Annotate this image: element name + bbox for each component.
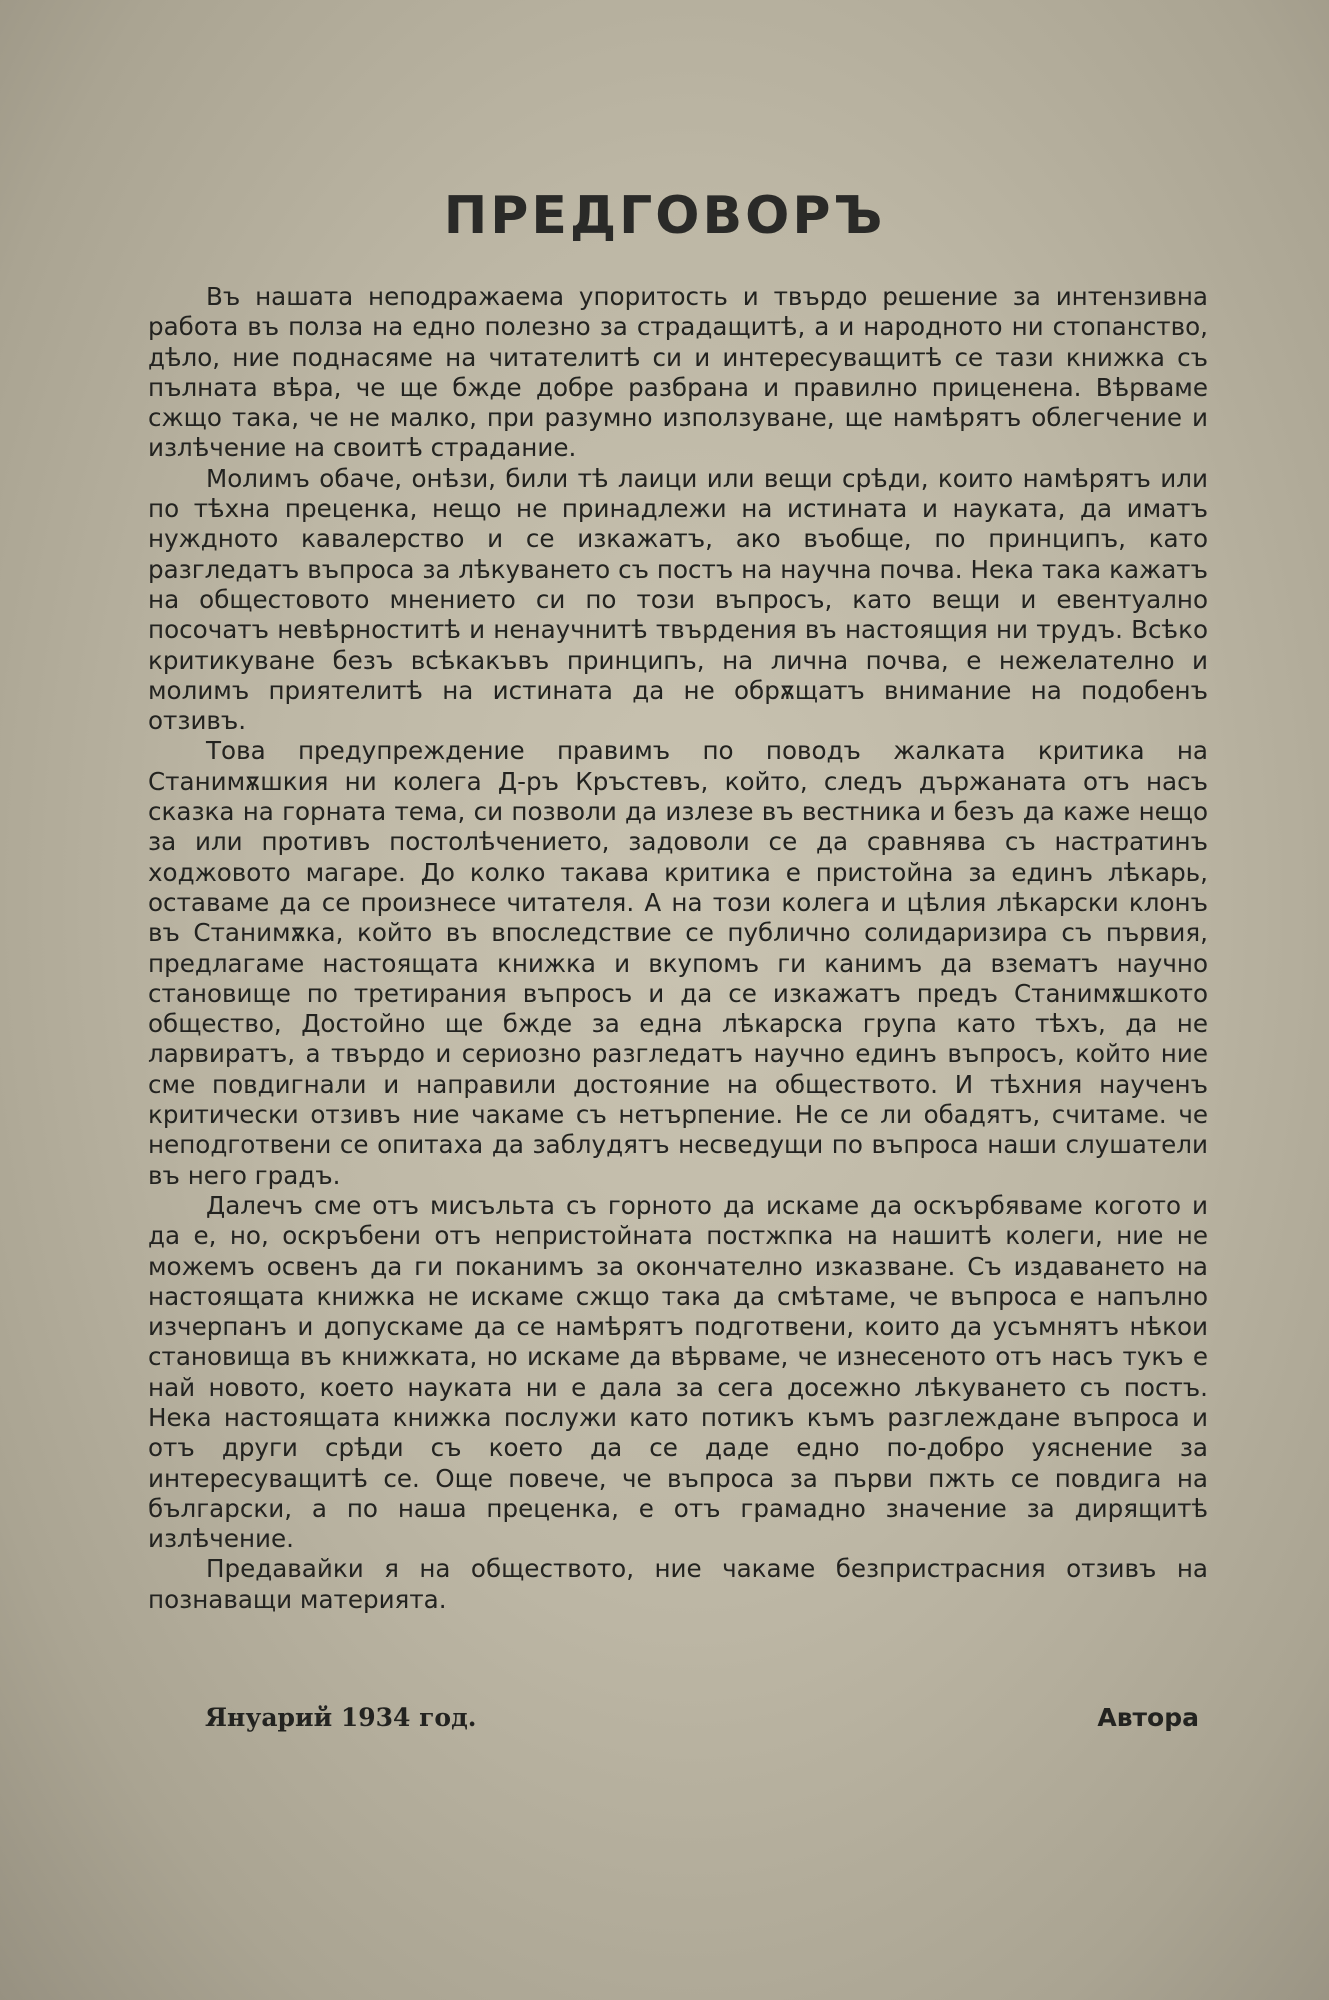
- author-signature: Автора: [1097, 1703, 1199, 1732]
- paragraph-4: Далечъ сме отъ мисъльта съ горното да искаме да оскърбяваме когото и да е, но, оскръбени отъ непристойната постжпка на нашитѣ колеги, ние не можемъ освенъ да ги поканимъ за окончателно изказване. Съ издаването на настоящата книжка не искаме сжщо така да смѣтаме, че въпроса е напълно изчерпанъ и допускаме да се намѣрятъ подготвени, които да усъмнятъ нѣкои становища въ книжката, но искаме да вѣрваме, че изнесеното отъ насъ тукъ е най новото, което науката ни е дала за сега досежно лѣкуването съ постъ. Нека настоящата книжка послужи като потикъ къмъ разглеждане въпроса и отъ други срѣди съ което да се даде едно по-добро уяснение за интересуващитѣ се. Още повече, че въпроса за първи пжть се повдига на български, а по наша преценка, е отъ грамадно значение за дирящитѣ излѣчение.: [148, 1190, 1208, 1554]
- paragraph-3: Това предупреждение правимъ по поводъ жалката критика на Станимѫшкия ни колега Д-ръ Кръстевъ, който, следъ държаната отъ насъ сказка на горната тема, си позволи да излезе въ вестника и безъ да каже нещо за или противъ постолѣчението, задоволи се да сравнява съ настратинъ ходжовото магаре. До колко такава критика е пристойна за единъ лѣкарь, оставаме да се произнесе читателя. А на този колега и цѣлия лѣкарски клонъ въ Станимѫка, който въ впоследствие се публично солидаризира съ първия, предлагаме настоящата книжка и вкупомъ ги канимъ да взематъ научно становище по третирания въпросъ и да се изкажатъ предъ Станимѫшкото общество, Достойно ще бжде за една лѣкарска група като тѣхъ, да не ларвиратъ, а твърдо и сериозно разгледатъ научно единъ въпросъ, който ние сме повдигнали и направили достояние на обществото. И тѣхния наученъ критически отзивъ ние чакаме съ нетърпение. Не се ли обадятъ, считаме. че неподготвени се опитаха да заблудятъ несведущи по въпроса наши слушатели въ него градъ.: [148, 736, 1208, 1190]
- paragraph-2: Молимъ обаче, онѣзи, били тѣ лаици или вещи срѣди, които намѣрятъ или по тѣхна преценка, нещо не принадлежи на истината и науката, да иматъ нуждното кавалерство и се изкажатъ, ако въобще, по принципъ, като разгледатъ въпроса за лѣкуването съ постъ на научна почва. Нека така кажатъ на общестовото мнението си по този въпросъ, като вещи и евентуално посочатъ невѣрноститѣ и ненаучнитѣ твърдения въ настоящия ни трудъ. Всѣко критикуване безъ всѣкакъвъ принципъ, на лична почва, е нежелателно и молимъ приятелитѣ на истината да не обрѫщатъ внимание на подобенъ отзивъ.: [148, 463, 1208, 736]
- preface-body: [148, 282, 1208, 1615]
- page-title: ПРЕДГОВОРЪ: [443, 186, 886, 246]
- paragraph-1: Въ нашата неподражаема упоритость и твърдо решение за интензивна работа въ полза на едно полезно за страдащитѣ, а и народното ни стопанство, дѣло, ние поднасяме на читателитѣ си и интересуващитѣ се тази книжка съ пълната вѣра, че ще бжде добре разбрана и правилно приценена. Вѣрваме сжщо така, че не малко, при разумно използуване, ще намѣрятъ облегчение и излѣчение на своитѣ страдание.: [148, 282, 1208, 463]
- paragraph-5: Предавайки я на обществото, ние чакаме безпристрасния отзивъ на познаващи материята.: [148, 1554, 1208, 1614]
- signature-row: [205, 1703, 1199, 1732]
- date-line: Януарий 1934 год.: [205, 1703, 477, 1732]
